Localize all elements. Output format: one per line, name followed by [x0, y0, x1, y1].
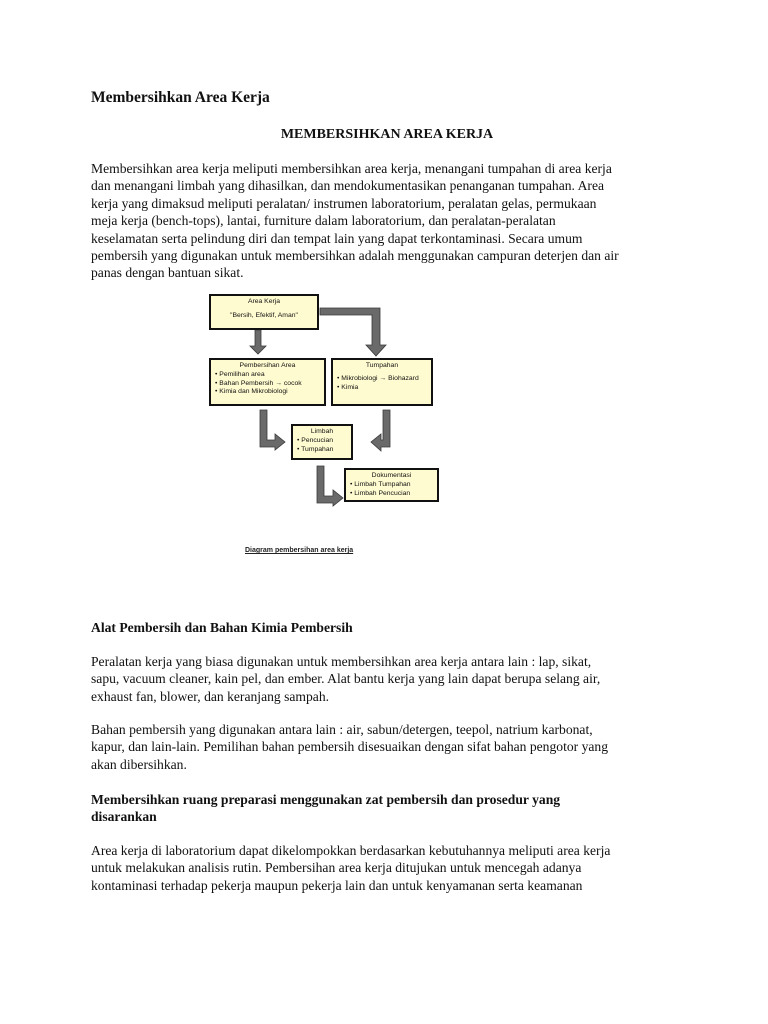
pembersihan-area-box	[209, 358, 326, 406]
section-heading: MEMBERSIHKAN AREA KERJA	[280, 127, 494, 142]
ruang-heading	[91, 791, 683, 826]
list-item: • Limbah Tumpahan	[350, 481, 433, 489]
list-item: • Limbah Pencucian	[350, 490, 433, 498]
alat-paragraph-2	[91, 721, 683, 773]
alat-heading: Alat Pembersih dan Bahan Kimia Pembersih	[91, 620, 353, 635]
list-item: • Mikrobiologi → Biohazard	[337, 375, 427, 383]
list-item: • Bahan Pembersih → cocok	[215, 380, 320, 388]
cleaning-diagram	[205, 290, 455, 570]
text-line: meja kerja (bench-tops), lantai, furniture dalam laboratorium, dan peralatan-peralatan	[91, 213, 556, 229]
text-line: akan dibersihkan.	[91, 756, 187, 772]
page-title: Membersihkan Area Kerja	[91, 89, 270, 106]
text-line: exhaust fan, blower, dan keranjang sampah.	[91, 688, 330, 704]
diagram-caption: Diagram pembersihan area kerja	[245, 547, 354, 554]
text-line: keselamatan serta pelindung diri dan tempat lain yang dapat terkontaminasi. Secara umum	[91, 230, 583, 246]
list-item: • Pencucian	[297, 437, 347, 445]
ruang-paragraph	[91, 842, 683, 894]
text-line: Peralatan kerja yang biasa digunakan untuk membersihkan area kerja antara lain : lap, sikat,	[91, 654, 592, 669]
tumpahan-title: Tumpahan	[365, 362, 399, 369]
text-line: pembersih yang digunakan untuk membersihkan adalah menggunakan campuran deterjen dan air	[91, 248, 619, 264]
list-item: • Kimia dan Mikrobiologi	[215, 388, 320, 396]
text-line: untuk melakukan analisis rutin. Pembersihan area kerja ditujukan untuk mencegah adanya	[91, 860, 582, 876]
text-line: panas dengan bantuan sikat.	[91, 265, 244, 281]
text-line: kapur, dan lain-lain. Pemilihan bahan pembersih disesuaikan dengan sifat bahan pengotor yang	[91, 739, 609, 755]
area-kerja-subtitle: "Bersih, Efektif, Aman"	[230, 312, 298, 320]
arrow-down-right-icon	[260, 410, 285, 450]
intro-paragraph	[91, 160, 683, 282]
arrow-down-icon	[250, 330, 266, 354]
list-item: • Tumpahan	[297, 446, 347, 454]
heading-line: Membersihkan ruang preparasi menggunakan zat pembersih dan prosedur yang	[91, 792, 561, 807]
area-kerja-box	[209, 294, 319, 330]
list-item: • Kimia	[337, 384, 427, 392]
limbah-box	[291, 424, 353, 460]
text-line: Membersihkan area kerja meliputi membersihkan area kerja, menangani tumpahan di area kerja	[91, 161, 612, 176]
text-line: Area kerja di laboratorium dapat dikelompokkan berdasarkan kebutuhannya meliputi area kerja	[91, 843, 611, 858]
alat-paragraph-1	[91, 653, 683, 705]
tumpahan-box	[331, 358, 433, 406]
limbah-title: Limbah	[310, 428, 334, 435]
arrow-down-left-icon	[371, 410, 390, 451]
text-line: sapu, vacuum cleaner, kain pel, dan ember. Alat bantu kerja yang lain dapat berupa selang air,	[91, 671, 601, 687]
pembersihan-title: Pembersihan Area	[239, 362, 296, 369]
text-line: dan menangani limbah yang dihasilkan, dan mendokumentasikan penanganan tumpahan. Area	[91, 178, 605, 194]
list-item: • Pemilihan area	[215, 371, 320, 379]
dokumentasi-title: Dokumentasi	[371, 472, 412, 479]
text-line: kontaminasi terhadap pekerja maupun pekerja lain dan untuk kenyamanan serta keamanan	[91, 877, 583, 893]
arrow-right-down-icon	[320, 308, 386, 356]
area-kerja-title: Area Kerja	[247, 298, 281, 305]
heading-line: disarankan	[91, 809, 157, 825]
text-line: kerja yang dimaksud meliputi peralatan/ instrumen laboratorium, peralatan gelas, permukaan	[91, 195, 597, 211]
dokumentasi-box	[344, 468, 439, 502]
arrow-down-right-icon	[317, 466, 343, 506]
text-line: Bahan pembersih yang digunakan antara lain : air, sabun/detergen, teepol, natrium karbonat,	[91, 722, 593, 737]
